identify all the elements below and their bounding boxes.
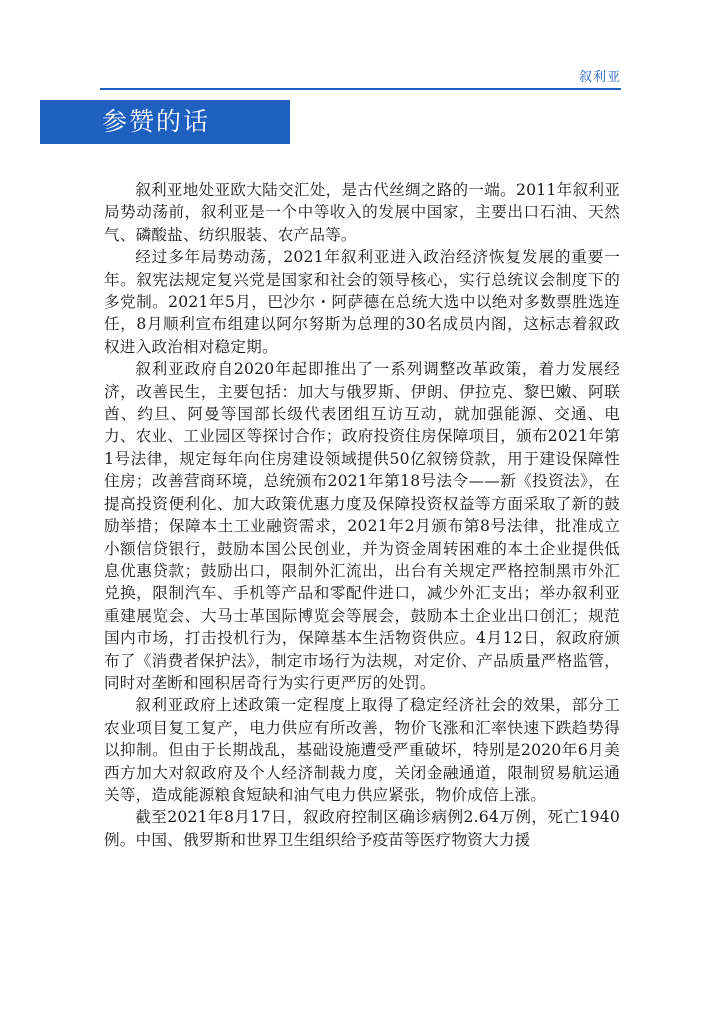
running-header-country: 叙利亚 bbox=[578, 70, 621, 85]
paragraph: 截至2021年8月17日，叙政府控制区确诊病例2.64万例，死亡1940例。中国、俄罗斯和世界卫生组织给予疫苗等医疗物资大力援 bbox=[104, 808, 620, 849]
paragraph: 叙利亚地处亚欧大陆交汇处，是古代丝绸之路的一端。2011年叙利亚局势动荡前，叙利亚是一个中等收入的发展中国家，主要出口石油、天然气、磷酸盐、纺织服装、农产品等。 bbox=[104, 181, 620, 244]
paragraph: 经过多年局势动荡，2021年叙利亚进入政治经济恢复发展的重要一年。叙宪法规定复兴党是国家和社会的领导核心，实行总统议会制度下的多党制。2021年5月，巴沙尔・阿萨德在总统大选中以绝对多数票胜选连任，8月顺利宣布组建以阿尔努斯为总理的30名成员内阁，这标志着叙政权进入政治相对稳定期。 bbox=[104, 248, 620, 356]
paragraph: 叙利亚政府上述政策一定程度上取得了稳定经济社会的效果，部分工农业项目复工复产，电力供应有所改善，物价飞涨和汇率快速下跌趋势得以抑制。但由于长期战乱，基础设施遭受严重破坏，特别是2020年6月美西方加大对叙政府及个人经济制裁力度，关闭金融通道，限制贸易航运通关等，造成能源粮食短缺和油气电力供应紧张，物价成倍上涨。 bbox=[104, 696, 620, 804]
body-text bbox=[104, 179, 620, 851]
section-title-banner bbox=[40, 100, 290, 144]
paragraph: 叙利亚政府自2020年起即推出了一系列调整改革政策，着力发展经济，改善民生，主要包括：加大与俄罗斯、伊朗、伊拉克、黎巴嫩、阿联酋、约旦、阿曼等国部长级代表团组互访互动，就加强能源、交通、电力、农业、工业园区等探讨合作；政府投资住房保障项目，颁布2021年第1号法律，规定每年向住房建设领域提供50亿叙镑贷款，用于建设保障性住房；改善营商环境，总统颁布2021年第18号法令——新《投资法》，在提高投资便利化、加大政策优惠力度及保障投资权益等方面采取了新的鼓励举措；保障本土工业融资需求，2021年2月颁布第8号法律，批准成立小额信贷银行，鼓励本国公民创业，并为资金周转困难的本土企业提供低息优惠贷款；鼓励出口，限制外汇流出，出台有关规定严格控制黑市外汇兑换，限制汽车、手机等产品和零配件进口，减少外汇支出；举办叙利亚重建展览会、大马士革国际博览会等展会，鼓励本土企业出口创汇；规范国内市场，打击投机行为，保障基本生活物资供应。4月12日，叙政府颁布了《消费者保护法》，制定市场行为法规，对定价、产品质量严格监管，同时对垄断和囤积居奇行为实行更严厉的处罚。 bbox=[104, 360, 620, 692]
header-rule bbox=[100, 88, 621, 90]
section-title: 参赞的话 bbox=[102, 107, 211, 136]
